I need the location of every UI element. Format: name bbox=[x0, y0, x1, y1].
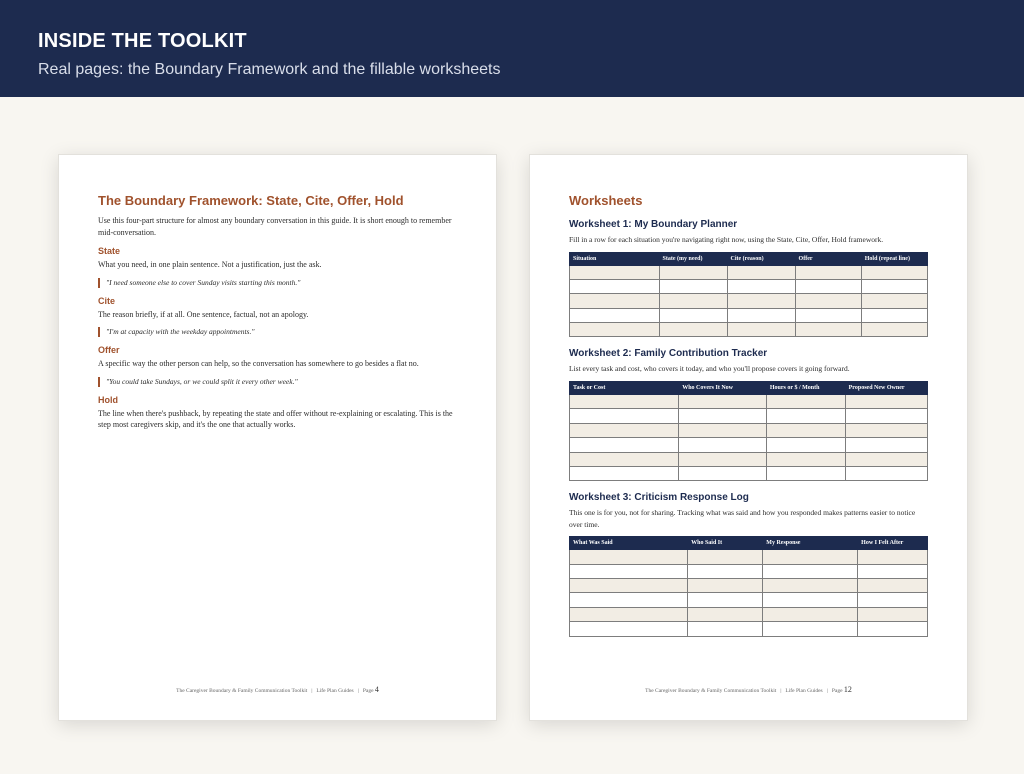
fillable-cell[interactable] bbox=[795, 265, 861, 279]
fillable-cell[interactable] bbox=[570, 452, 679, 466]
section-body-state: What you need, in one plain sentence. Not a justification, just the ask. bbox=[98, 260, 322, 269]
fillable-cell[interactable] bbox=[763, 550, 858, 564]
column-header: How I Felt After bbox=[858, 537, 928, 550]
fillable-cell[interactable] bbox=[659, 323, 727, 337]
fillable-cell[interactable] bbox=[659, 308, 727, 322]
fillable-cell[interactable] bbox=[659, 265, 727, 279]
fillable-cell[interactable] bbox=[570, 409, 679, 423]
column-header: Task or Cost bbox=[570, 381, 679, 394]
table-row bbox=[570, 279, 928, 293]
fillable-cell[interactable] bbox=[679, 452, 767, 466]
worksheet-2-table bbox=[569, 381, 928, 481]
worksheet-2-title: Worksheet 2: Family Contribution Tracker bbox=[569, 348, 768, 360]
fillable-cell[interactable] bbox=[688, 579, 763, 593]
fillable-cell[interactable] bbox=[858, 622, 928, 636]
table-row bbox=[570, 294, 928, 308]
worksheet-1-description: Fill in a row for each situation you're navigating right now, using the State, Cite, Offer, Hold framework. bbox=[569, 235, 884, 244]
page-worksheets bbox=[529, 154, 968, 721]
fillable-cell[interactable] bbox=[570, 466, 679, 480]
fillable-cell[interactable] bbox=[679, 409, 767, 423]
example-quote-cite: "I'm at capacity with the weekday appointments." bbox=[98, 327, 457, 337]
fillable-cell[interactable] bbox=[688, 607, 763, 621]
fillable-cell[interactable] bbox=[570, 438, 679, 452]
fillable-cell[interactable] bbox=[570, 423, 679, 437]
table-row bbox=[570, 394, 928, 408]
column-header: Proposed New Owner bbox=[845, 381, 927, 394]
fillable-cell[interactable] bbox=[766, 452, 845, 466]
table-row bbox=[570, 308, 928, 322]
fillable-cell[interactable] bbox=[570, 564, 688, 578]
example-quote-state: "I need someone else to cover Sunday visits starting this month." bbox=[98, 278, 457, 288]
fillable-cell[interactable] bbox=[795, 308, 861, 322]
banner-title: INSIDE THE TOOLKIT bbox=[38, 30, 247, 52]
example-quote-offer: "You could take Sundays, or we could split it every other week." bbox=[98, 377, 457, 387]
worksheet-3-description: This one is for you, not for sharing. Tracking what was said and how you responded makes patterns easier to notice over time. bbox=[569, 508, 916, 529]
fillable-cell[interactable] bbox=[727, 279, 795, 293]
fillable-cell[interactable] bbox=[763, 593, 858, 607]
table-row bbox=[570, 409, 928, 423]
fillable-cell[interactable] bbox=[845, 409, 927, 423]
column-header: Hold (repeat line) bbox=[861, 252, 927, 265]
table-row bbox=[570, 593, 928, 607]
column-header: What Was Said bbox=[570, 537, 688, 550]
section-body-cite: The reason briefly, if at all. One sentence, factual, not an apology. bbox=[98, 309, 309, 319]
fillable-cell[interactable] bbox=[679, 423, 767, 437]
fillable-cell[interactable] bbox=[858, 607, 928, 621]
table-row bbox=[570, 265, 928, 279]
footer-page-number: 4 bbox=[374, 685, 379, 694]
fillable-cell[interactable] bbox=[845, 423, 927, 437]
page-content bbox=[98, 193, 457, 431]
fillable-cell[interactable] bbox=[727, 294, 795, 308]
fillable-cell[interactable] bbox=[570, 394, 679, 408]
page-title: The Boundary Framework: State, Cite, Offer, Hold bbox=[98, 193, 404, 208]
fillable-cell[interactable] bbox=[570, 593, 688, 607]
fillable-cell[interactable] bbox=[763, 607, 858, 621]
fillable-cell[interactable] bbox=[795, 279, 861, 293]
column-header: Who Said It bbox=[688, 537, 763, 550]
table-row bbox=[570, 622, 928, 636]
worksheet-2-description: List every task and cost, who covers it today, and who you'll propose covers it going forward. bbox=[569, 364, 850, 374]
fillable-cell[interactable] bbox=[861, 265, 927, 279]
fillable-cell[interactable] bbox=[766, 423, 845, 437]
fillable-cell[interactable] bbox=[570, 622, 688, 636]
section-heading-offer: Offer bbox=[98, 345, 120, 355]
fillable-cell[interactable] bbox=[861, 308, 927, 322]
table-row bbox=[570, 452, 928, 466]
footer-guide-name: The Caregiver Boundary & Family Communication Toolkit bbox=[645, 688, 777, 694]
fillable-cell[interactable] bbox=[570, 265, 660, 279]
table-row bbox=[570, 466, 928, 480]
page-content bbox=[569, 193, 928, 648]
page-title: Worksheets bbox=[569, 193, 643, 208]
column-header: State (my need) bbox=[659, 252, 727, 265]
fillable-cell[interactable] bbox=[727, 308, 795, 322]
fillable-cell[interactable] bbox=[763, 622, 858, 636]
fillable-cell[interactable] bbox=[845, 452, 927, 466]
footer-series: Life Plan Guides bbox=[785, 688, 823, 694]
column-header: Offer bbox=[795, 252, 861, 265]
fillable-cell[interactable] bbox=[570, 607, 688, 621]
fillable-cell[interactable] bbox=[727, 265, 795, 279]
column-header: Situation bbox=[570, 252, 660, 265]
fillable-cell[interactable] bbox=[688, 564, 763, 578]
column-header: Cite (reason) bbox=[727, 252, 795, 265]
fillable-cell[interactable] bbox=[688, 622, 763, 636]
table-row bbox=[570, 579, 928, 593]
fillable-cell[interactable] bbox=[766, 438, 845, 452]
table-row bbox=[570, 438, 928, 452]
fillable-cell[interactable] bbox=[659, 294, 727, 308]
page-boundary-framework bbox=[58, 154, 497, 721]
fillable-cell[interactable] bbox=[570, 279, 660, 293]
column-header: Hours or $ / Month bbox=[766, 381, 845, 394]
footer-divider: | bbox=[780, 688, 782, 694]
table-header-row bbox=[570, 252, 928, 265]
page-footer bbox=[59, 685, 496, 694]
section-body-offer: A specific way the other person can help, so the conversation has somewhere to go besides a flat no. bbox=[98, 359, 419, 368]
footer-guide-name: The Caregiver Boundary & Family Communication Toolkit bbox=[176, 688, 308, 694]
fillable-cell[interactable] bbox=[766, 466, 845, 480]
worksheet-3-title: Worksheet 3: Criticism Response Log bbox=[569, 492, 749, 504]
worksheet-1-title: Worksheet 1: My Boundary Planner bbox=[569, 219, 738, 230]
fillable-cell[interactable] bbox=[858, 593, 928, 607]
section-heading-hold: Hold bbox=[98, 394, 118, 405]
banner-subtitle: Real pages: the Boundary Framework and the fillable worksheets bbox=[38, 61, 501, 78]
table-header-row bbox=[570, 537, 928, 550]
footer-series: Life Plan Guides bbox=[316, 688, 354, 694]
fillable-cell[interactable] bbox=[858, 564, 928, 578]
footer-divider: | bbox=[357, 688, 359, 694]
column-header: Who Covers It Now bbox=[679, 381, 767, 394]
section-heading-state: State bbox=[98, 246, 121, 256]
column-header: My Response bbox=[763, 537, 858, 550]
fillable-cell[interactable] bbox=[570, 579, 688, 593]
fillable-cell[interactable] bbox=[570, 323, 660, 337]
fillable-cell[interactable] bbox=[679, 438, 767, 452]
section-heading-cite: Cite bbox=[98, 295, 116, 306]
fillable-cell[interactable] bbox=[679, 466, 767, 480]
fillable-cell[interactable] bbox=[679, 394, 767, 408]
fillable-cell[interactable] bbox=[727, 323, 795, 337]
fillable-cell[interactable] bbox=[763, 579, 858, 593]
fillable-cell[interactable] bbox=[766, 394, 845, 408]
page-footer bbox=[530, 685, 967, 694]
footer-page-label: Page bbox=[362, 688, 374, 694]
footer-divider: | bbox=[826, 688, 828, 694]
fillable-cell[interactable] bbox=[570, 294, 660, 308]
footer-page-number: 12 bbox=[843, 685, 852, 694]
table-row bbox=[570, 423, 928, 437]
header-banner bbox=[0, 0, 1024, 97]
table-row bbox=[570, 564, 928, 578]
fillable-cell[interactable] bbox=[861, 323, 927, 337]
fillable-cell[interactable] bbox=[861, 294, 927, 308]
fillable-cell[interactable] bbox=[845, 394, 927, 408]
fillable-cell[interactable] bbox=[795, 294, 861, 308]
fillable-cell[interactable] bbox=[570, 308, 660, 322]
fillable-cell[interactable] bbox=[688, 550, 763, 564]
table-header-row bbox=[570, 381, 928, 394]
table-row bbox=[570, 323, 928, 337]
footer-divider: | bbox=[311, 688, 313, 694]
fillable-cell[interactable] bbox=[858, 579, 928, 593]
fillable-cell[interactable] bbox=[861, 279, 927, 293]
section-body-hold: The line when there's pushback, by repeating the state and offer without re-explaining or escalating. This is the step most caregivers skip, and it's the one that actually works. bbox=[98, 408, 453, 429]
fillable-cell[interactable] bbox=[795, 323, 861, 337]
intro-text: Use this four-part structure for almost any boundary conversation in this guide. It is short enough to remember mid-conversation. bbox=[98, 216, 452, 237]
fillable-cell[interactable] bbox=[858, 550, 928, 564]
fillable-cell[interactable] bbox=[763, 564, 858, 578]
worksheet-3-table bbox=[569, 536, 928, 636]
fillable-cell[interactable] bbox=[845, 466, 927, 480]
worksheet-1-table bbox=[569, 252, 928, 338]
footer-page-label: Page bbox=[831, 688, 843, 694]
table-row bbox=[570, 550, 928, 564]
fillable-cell[interactable] bbox=[845, 438, 927, 452]
fillable-cell[interactable] bbox=[766, 409, 845, 423]
fillable-cell[interactable] bbox=[659, 279, 727, 293]
fillable-cell[interactable] bbox=[688, 593, 763, 607]
table-row bbox=[570, 607, 928, 621]
fillable-cell[interactable] bbox=[570, 550, 688, 564]
